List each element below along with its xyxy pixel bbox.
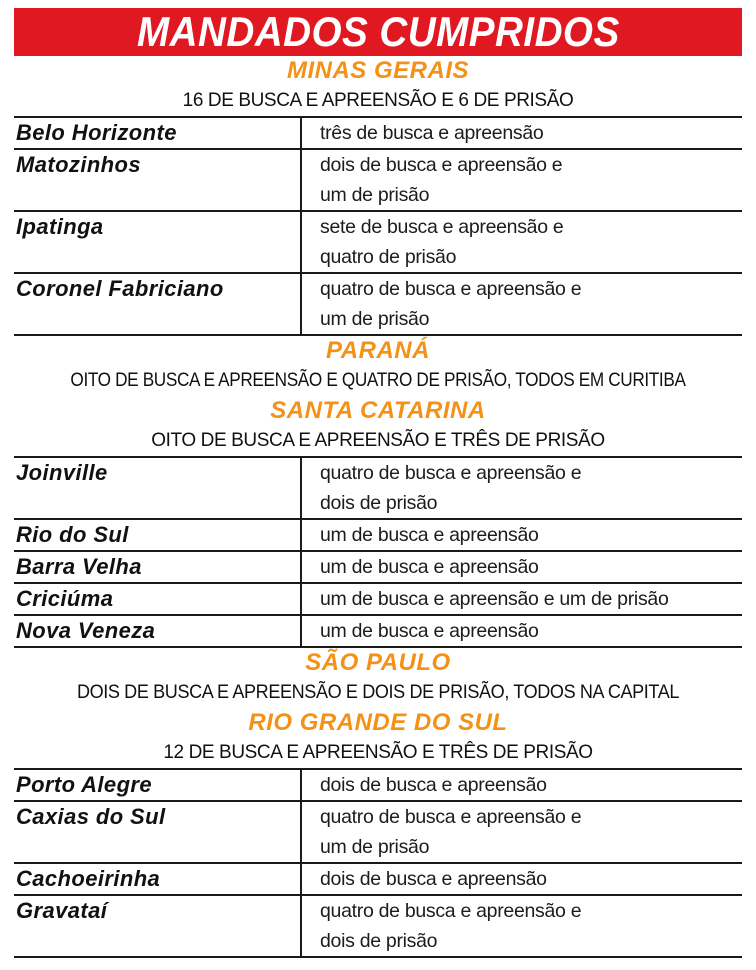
city-warrants xyxy=(302,274,581,334)
city-name: Barra Velha xyxy=(14,552,302,582)
state-summary: 16 DE BUSCA E APREENSÃO E 6 DE PRISÃO xyxy=(182,90,574,111)
table-row xyxy=(14,616,742,648)
state-title: SANTA CATARINA xyxy=(270,397,486,424)
city-name: Rio do Sul xyxy=(14,520,302,550)
table-row xyxy=(14,802,742,864)
state-summary: DOIS DE BUSCA E APREENSÃO E DOIS DE PRISÃO, TODOS NA CAPITAL xyxy=(76,682,680,703)
city-warrants xyxy=(302,118,543,148)
city-name: Criciúma xyxy=(14,584,302,614)
warrants-text: dois de busca e apreensão xyxy=(320,774,547,796)
warrants-text: dois de busca e apreensão xyxy=(320,868,547,890)
state-summary: OITO DE BUSCA E APREENSÃO E QUATRO DE PRISÃO, TODOS EM CURITIBA xyxy=(70,370,686,391)
warrants-text: um de busca e apreensão xyxy=(320,556,539,578)
city-warrants xyxy=(302,458,581,518)
state-section-minas-gerais xyxy=(14,56,742,336)
city-warrants xyxy=(302,150,562,210)
state-title: MINAS GERAIS xyxy=(286,57,469,84)
warrants-text: quatro de busca e apreensão e xyxy=(320,278,582,300)
city-table xyxy=(14,116,742,336)
table-row xyxy=(14,274,742,336)
city-name: Gravataí xyxy=(14,896,302,956)
state-title: PARANÁ xyxy=(326,337,430,364)
city-table xyxy=(14,768,742,958)
page-title: MANDADOS CUMPRIDOS xyxy=(136,8,620,55)
state-section-rio-grande-do-sul xyxy=(14,708,742,958)
table-row xyxy=(14,584,742,616)
city-name: Ipatinga xyxy=(14,212,302,272)
warrants-text: sete de busca e apreensão e xyxy=(320,216,564,238)
warrants-text: quatro de busca e apreensão e xyxy=(320,806,582,828)
warrants-infographic xyxy=(14,8,742,958)
city-warrants xyxy=(302,520,539,550)
city-name: Porto Alegre xyxy=(14,770,302,800)
table-row xyxy=(14,520,742,552)
city-warrants xyxy=(302,864,547,894)
city-name: Coronel Fabriciano xyxy=(14,274,302,334)
city-name: Cachoeirinha xyxy=(14,864,302,894)
city-warrants xyxy=(302,584,669,614)
city-table xyxy=(14,456,742,648)
table-row xyxy=(14,458,742,520)
city-warrants xyxy=(302,770,547,800)
city-warrants xyxy=(302,802,581,862)
warrants-text: um de busca e apreensão xyxy=(320,620,539,642)
warrants-text: quatro de busca e apreensão e xyxy=(320,462,582,484)
table-row xyxy=(14,896,742,958)
city-warrants xyxy=(302,896,581,956)
warrants-text: um de prisão xyxy=(320,836,430,858)
state-section-santa-catarina xyxy=(14,396,742,648)
table-row xyxy=(14,212,742,274)
state-title: RIO GRANDE DO SUL xyxy=(248,709,508,736)
state-section-parana xyxy=(14,336,742,396)
title-banner xyxy=(14,8,742,56)
state-title: SÃO PAULO xyxy=(305,649,451,676)
city-name: Nova Veneza xyxy=(14,616,302,646)
warrants-text: dois de busca e apreensão e xyxy=(320,154,563,176)
warrants-text: quatro de busca e apreensão e xyxy=(320,900,582,922)
city-name: Belo Horizonte xyxy=(14,118,302,148)
state-summary: OITO DE BUSCA E APREENSÃO E TRÊS DE PRISÃO xyxy=(151,430,605,451)
city-warrants xyxy=(302,212,563,272)
state-summary: 12 DE BUSCA E APREENSÃO E TRÊS DE PRISÃO xyxy=(163,742,593,763)
state-section-sao-paulo xyxy=(14,648,742,708)
city-name: Joinville xyxy=(14,458,302,518)
warrants-text: um de prisão xyxy=(320,184,430,206)
warrants-text: dois de prisão xyxy=(320,930,438,952)
warrants-text: um de busca e apreensão xyxy=(320,524,539,546)
city-warrants xyxy=(302,616,539,646)
city-name: Matozinhos xyxy=(14,150,302,210)
warrants-text: quatro de prisão xyxy=(320,246,457,268)
table-row xyxy=(14,552,742,584)
warrants-text: dois de prisão xyxy=(320,492,438,514)
table-row xyxy=(14,864,742,896)
city-name: Caxias do Sul xyxy=(14,802,302,862)
warrants-text: um de busca e apreensão e um de prisão xyxy=(320,588,669,610)
warrants-text: três de busca e apreensão xyxy=(320,122,544,144)
table-row xyxy=(14,150,742,212)
table-row xyxy=(14,118,742,150)
table-row xyxy=(14,770,742,802)
warrants-text: um de prisão xyxy=(320,308,430,330)
city-warrants xyxy=(302,552,539,582)
